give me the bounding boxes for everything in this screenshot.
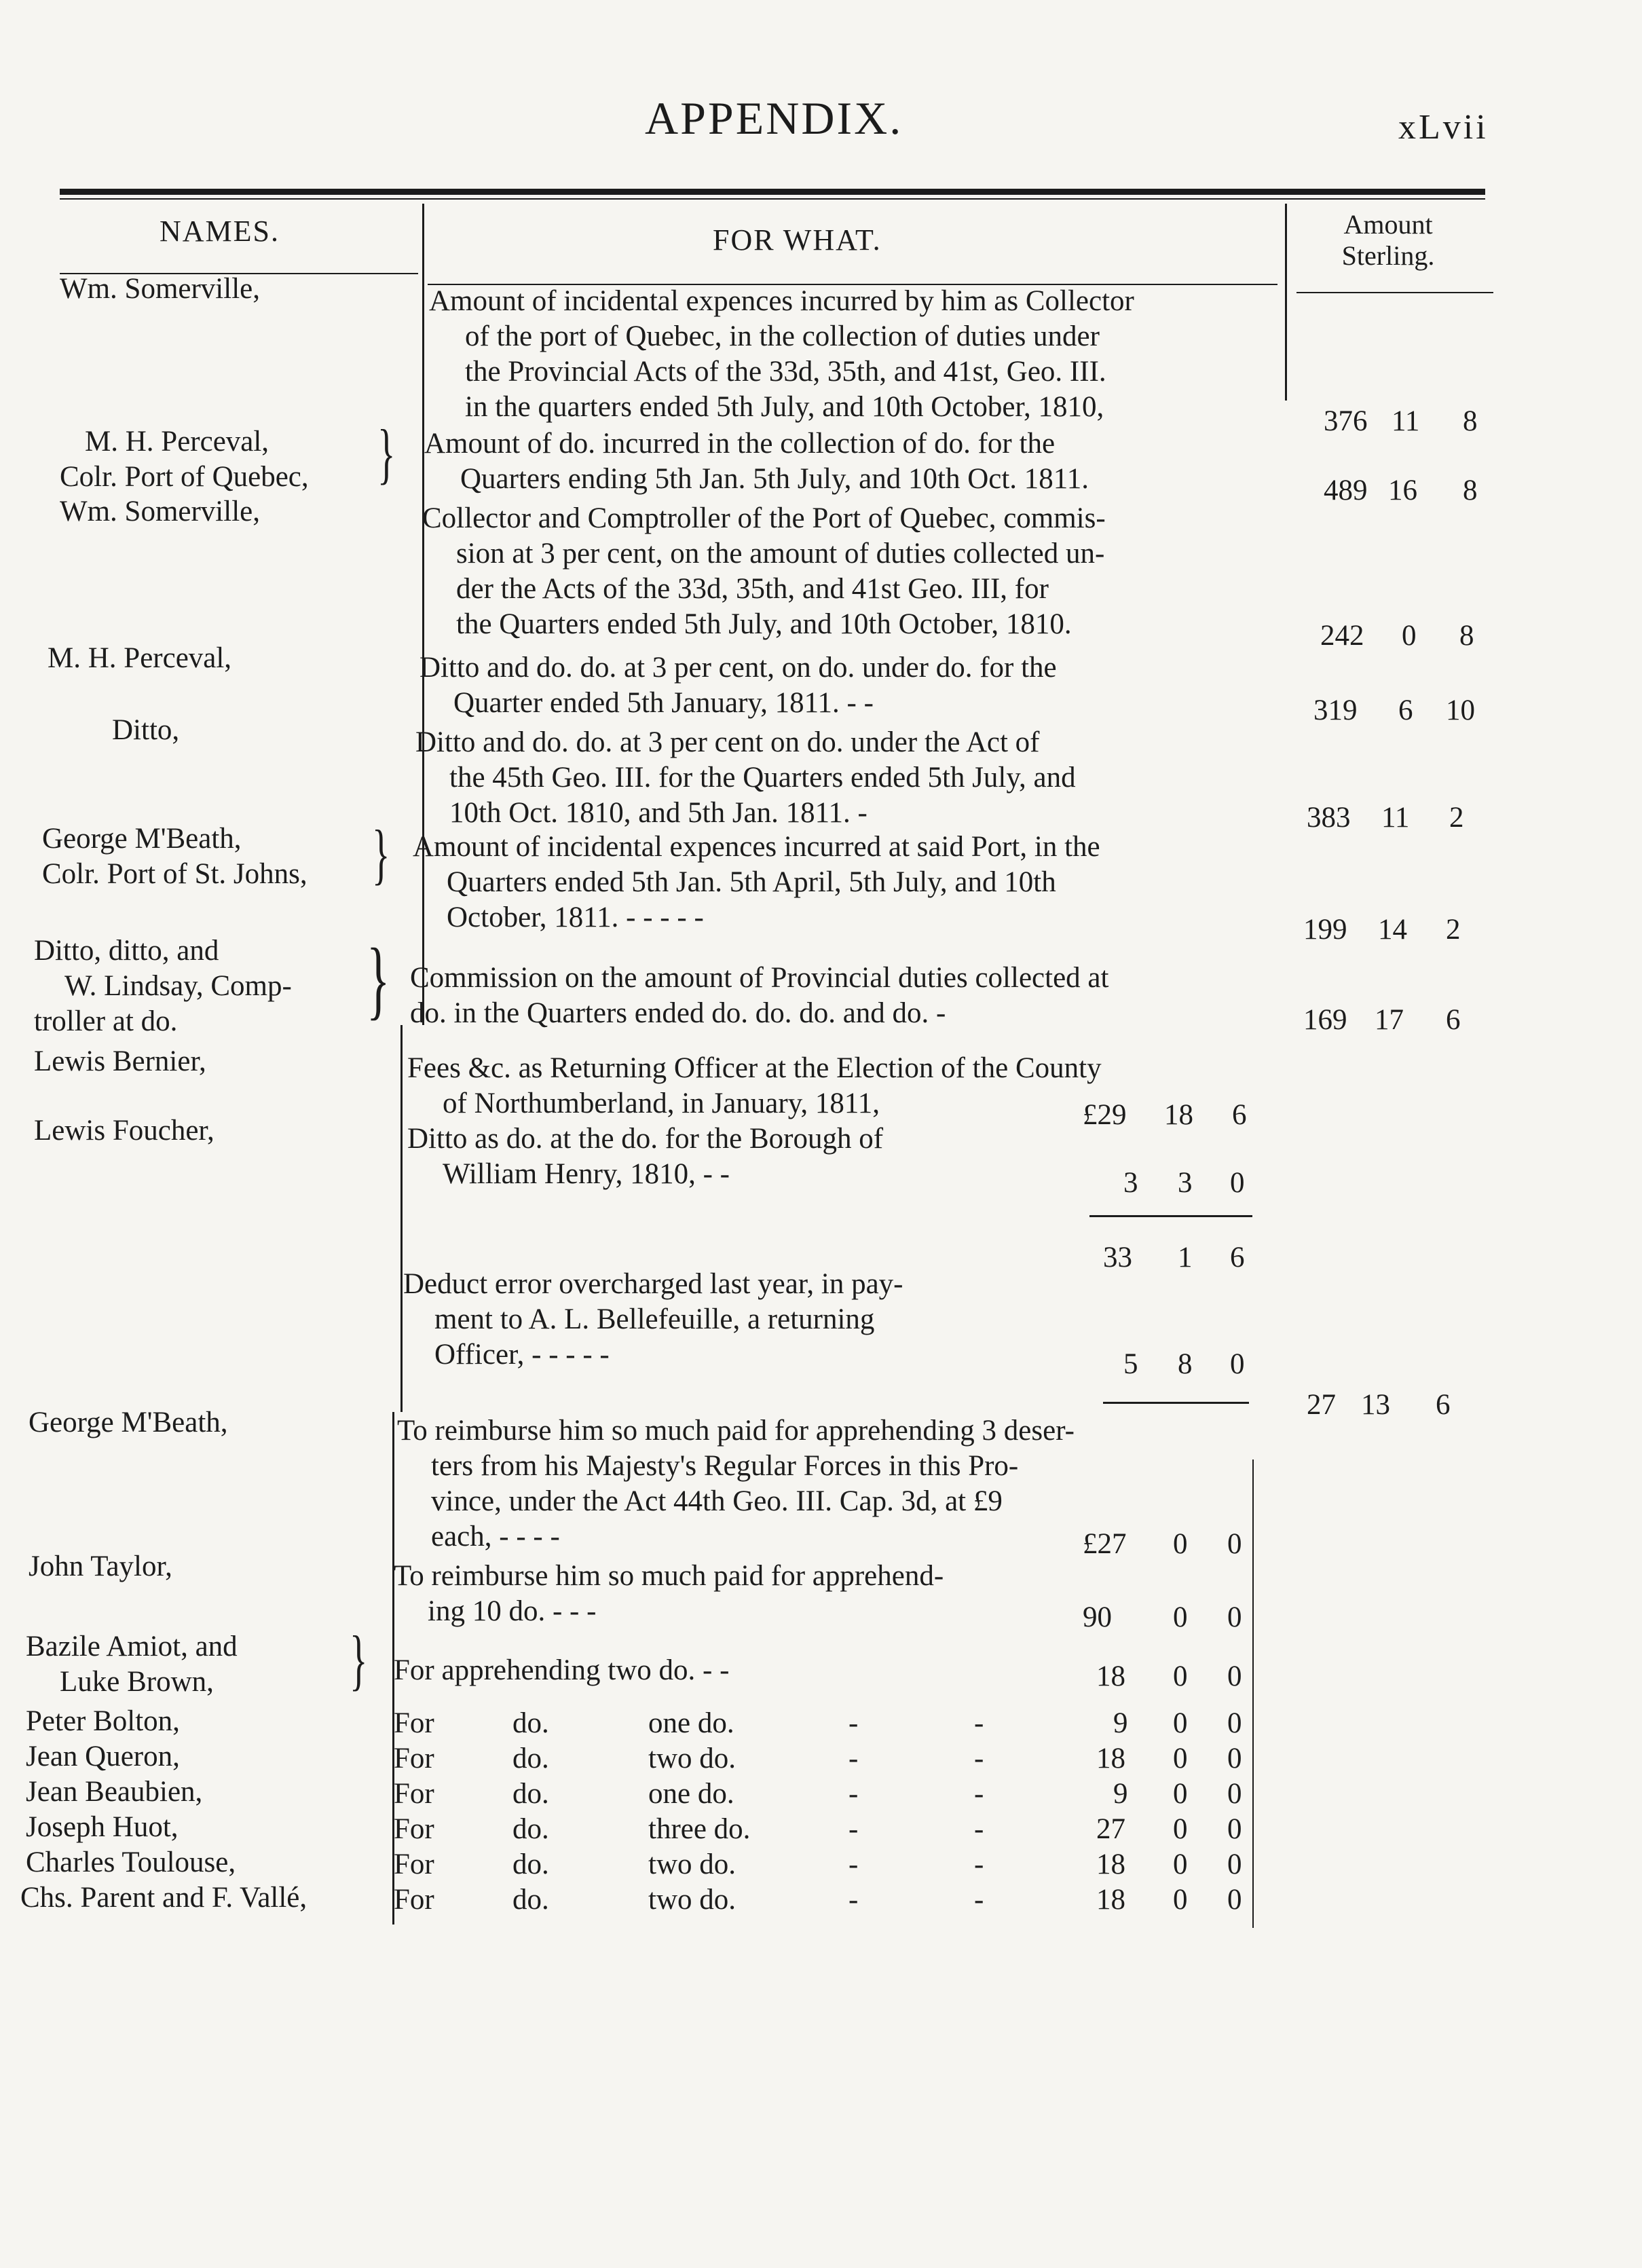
returning-sum-rule (1089, 1215, 1252, 1217)
deserter-row-1-dash-1: - (848, 1707, 859, 1739)
george-line-4: each, - - - - (431, 1521, 560, 1553)
entry-7-line-1: Commission on the amount of Provincial duties collected at (410, 962, 1109, 994)
entry-3-pounds: 242 (1320, 620, 1364, 652)
entry-6-pounds: 199 (1303, 914, 1347, 946)
returning-sub2-pounds: 3 (1123, 1167, 1138, 1199)
entry-7-name-3: troller at do. (34, 1005, 178, 1037)
taylor-pence: 0 (1227, 1601, 1242, 1633)
deduct-shillings: 8 (1178, 1348, 1193, 1380)
entry-2-line-1: Amount of do. incurred in the collection of do. for the (424, 428, 1056, 460)
entry-3-line-1: Collector and Comptroller of the Port of Quebec, commis- (422, 502, 1106, 534)
deserter-row-6-pounds: 18 (1096, 1884, 1125, 1916)
entry-4-line-1: Ditto and do. do. at 3 per cent, on do. under do. for the (419, 652, 1057, 684)
entry-4-shillings: 6 (1398, 694, 1413, 726)
entry-4-pence: 10 (1446, 694, 1475, 726)
deduct-line-3: Officer, - - - - - (434, 1339, 610, 1371)
entry-5-shillings: 11 (1381, 802, 1410, 834)
entry-5-line-2: the 45th Geo. III. for the Quarters ended 5th July, and (449, 762, 1076, 794)
entry-3-line-3: der the Acts of the 33d, 35th, and 41st Geo. III, for (456, 573, 1049, 605)
entry-6-name-2: Colr. Port of St. Johns, (42, 858, 307, 890)
deserter-row-1-name: Peter Bolton, (26, 1705, 180, 1737)
deserter-row-1-do: do. (512, 1707, 549, 1739)
taylor-shillings: 0 (1173, 1601, 1188, 1633)
deserter-row-1-pounds: 9 (1113, 1707, 1128, 1739)
deserter-row-4-pounds: 27 (1096, 1813, 1125, 1845)
deserter-row-4-name: Joseph Huot, (26, 1811, 179, 1843)
returning-line-1: Fees &c. as Returning Officer at the Election of the County (407, 1052, 1102, 1084)
deserter-row-3-do: do. (512, 1778, 549, 1810)
deserter-row-1-for: For (394, 1707, 434, 1739)
header-names: NAMES. (160, 215, 280, 248)
george-pence: 0 (1227, 1528, 1242, 1560)
deserter-row-1-count: one do. (648, 1707, 734, 1739)
entry-1-line-1: Amount of incidental expences incurred by him as Collector (429, 285, 1134, 317)
deduct-pounds: 5 (1123, 1348, 1138, 1380)
deserter-row-4-pence: 0 (1227, 1813, 1242, 1845)
returning-amount-pounds: 27 (1307, 1389, 1336, 1421)
returning-sub1-pounds: £29 (1083, 1099, 1127, 1131)
amiot-line: For apprehending two do. - - (394, 1654, 730, 1686)
returning-name-2: Lewis Foucher, (34, 1115, 214, 1147)
deserter-row-5-dash-1: - (848, 1848, 859, 1880)
returning-amount-shillings: 13 (1361, 1389, 1390, 1421)
george-line-1: To reimburse him so much paid for apprehending 3 deser- (397, 1415, 1075, 1447)
returning-line-4: William Henry, 1810, - - (443, 1158, 730, 1190)
deserter-row-2-pounds: 18 (1096, 1743, 1125, 1774)
taylor-name: John Taylor, (29, 1550, 172, 1582)
entry-3-line-4: the Quarters ended 5th July, and 10th October, 1810. (456, 608, 1072, 640)
deserter-row-3-count: one do. (648, 1778, 734, 1810)
entry-3-shillings: 0 (1402, 620, 1417, 652)
deserter-row-4-count: three do. (648, 1813, 751, 1845)
deserter-row-2-dash-1: - (848, 1743, 859, 1774)
entry-3-pence: 8 (1459, 620, 1474, 652)
deserter-row-2-for: For (394, 1743, 434, 1774)
entry-2-brace: } (377, 415, 396, 491)
deserter-row-3-pounds: 9 (1113, 1778, 1128, 1810)
deserter-row-5-name: Charles Toulouse, (26, 1846, 236, 1878)
entry-2-pounds: 489 (1324, 475, 1368, 506)
deserter-row-3-name: Jean Beaubien, (26, 1776, 203, 1808)
deserter-row-1-dash-2: - (974, 1707, 984, 1739)
header-amount-line2: Sterling. (1341, 240, 1435, 271)
entry-5-line-3: 10th Oct. 1810, and 5th Jan. 1811. - (449, 797, 867, 829)
entry-1-line-2: of the port of Quebec, in the collection of duties under (465, 320, 1100, 352)
deserter-row-2-do: do. (512, 1743, 549, 1774)
deserter-amount-rule (1252, 1460, 1254, 1928)
deserter-row-1-pence: 0 (1227, 1707, 1242, 1739)
george-shillings: 0 (1173, 1528, 1188, 1560)
deserter-row-3-for: For (394, 1778, 434, 1810)
returning-sub2-pence: 0 (1230, 1167, 1245, 1199)
amount-header-rule (1296, 292, 1493, 293)
deserter-row-5-shillings: 0 (1173, 1848, 1188, 1880)
deserter-row-6-for: For (394, 1884, 434, 1916)
returning-name-1: Lewis Bernier, (34, 1045, 206, 1077)
entry-5-pounds: 383 (1307, 802, 1351, 834)
deserter-row-4-dash-1: - (848, 1813, 859, 1845)
george-line-2: ters from his Majesty's Regular Forces in this Pro- (431, 1450, 1019, 1482)
deserter-row-2-shillings: 0 (1173, 1743, 1188, 1774)
entry-1-line-4: in the quarters ended 5th July, and 10th October, 1810, (465, 391, 1104, 423)
deduct-rule (1103, 1402, 1249, 1404)
entry-7-name-1: Ditto, ditto, and (34, 935, 219, 967)
deserter-row-3-dash-2: - (974, 1778, 984, 1810)
entry-4-pounds: 319 (1313, 694, 1358, 726)
page-title: APPENDIX. (645, 92, 903, 144)
deserter-row-6-pence: 0 (1227, 1884, 1242, 1916)
top-rule (60, 189, 1485, 195)
deserter-row-3-dash-1: - (848, 1778, 859, 1810)
page-number: xLvii (1398, 108, 1489, 147)
entry-7-line-2: do. in the Quarters ended do. do. do. and do. - (410, 997, 946, 1029)
returning-total-pence: 6 (1230, 1242, 1245, 1274)
entry-6-brace: } (372, 816, 390, 891)
entry-5-line-1: Ditto and do. do. at 3 per cent on do. under the Act of (415, 726, 1040, 758)
column-divider-left-lower (400, 1025, 403, 1412)
deserter-row-4-shillings: 0 (1173, 1813, 1188, 1845)
entry-1-name: Wm. Somerville, (60, 273, 260, 305)
top-rule-thin (60, 198, 1485, 200)
entry-1-shillings: 11 (1392, 405, 1420, 437)
entry-2-shillings: 16 (1388, 475, 1417, 506)
entry-6-line-1: Amount of incidental expences incurred at said Port, in the (413, 831, 1100, 863)
amiot-pounds: 18 (1096, 1660, 1125, 1692)
entry-1-line-3: the Provincial Acts of the 33d, 35th, and 41st, Geo. III. (465, 356, 1106, 388)
amiot-shillings: 0 (1173, 1660, 1188, 1692)
entry-3-name: Wm. Somerville, (60, 496, 260, 527)
entry-2-name-2: Colr. Port of Quebec, (60, 461, 309, 493)
entry-5-pence: 2 (1449, 802, 1464, 834)
returning-amount-pence: 6 (1436, 1389, 1451, 1421)
entry-1-pence: 8 (1463, 405, 1478, 437)
returning-total-pounds: 33 (1103, 1242, 1132, 1274)
entry-2-name-1: M. H. Perceval, (85, 426, 269, 458)
column-divider-left (422, 204, 424, 1025)
returning-total-shillings: 1 (1178, 1242, 1193, 1274)
deserter-row-4-dash-2: - (974, 1813, 984, 1845)
deserter-row-5-do: do. (512, 1848, 549, 1880)
entry-5-name: Ditto, (112, 714, 180, 746)
entry-7-pounds: 169 (1303, 1004, 1347, 1036)
taylor-pounds: 90 (1083, 1601, 1112, 1633)
deserter-row-3-pence: 0 (1227, 1778, 1242, 1810)
deduct-line-1: Deduct error overcharged last year, in pay- (403, 1268, 903, 1300)
entry-7-shillings: 17 (1375, 1004, 1404, 1036)
entry-4-line-2: Quarter ended 5th January, 1811. - - (453, 687, 874, 719)
george-line-3: vince, under the Act 44th Geo. III. Cap. 3d, at £9 (431, 1485, 1003, 1517)
deduct-pence: 0 (1230, 1348, 1245, 1380)
entry-6-pence: 2 (1446, 914, 1461, 946)
amiot-brace: } (350, 1622, 368, 1697)
deserter-row-2-name: Jean Queron, (26, 1741, 180, 1772)
returning-sub1-shillings: 18 (1164, 1099, 1193, 1131)
entry-3-line-2: sion at 3 per cent, on the amount of duties collected un- (456, 538, 1105, 570)
deserter-row-5-dash-2: - (974, 1848, 984, 1880)
deserter-row-6-do: do. (512, 1884, 549, 1916)
deserter-row-1-shillings: 0 (1173, 1707, 1188, 1739)
entry-6-line-2: Quarters ended 5th Jan. 5th April, 5th July, and 10th (447, 866, 1056, 898)
george-name: George M'Beath, (29, 1407, 228, 1438)
entry-7-name-2: W. Lindsay, Comp- (64, 970, 292, 1002)
deserter-row-5-for: For (394, 1848, 434, 1880)
deserter-row-2-count: two do. (648, 1743, 736, 1774)
entry-2-line-2: Quarters ending 5th Jan. 5th July, and 10th Oct. 1811. (460, 463, 1089, 495)
deserter-row-2-dash-2: - (974, 1743, 984, 1774)
deserter-row-2-pence: 0 (1227, 1743, 1242, 1774)
deserter-row-4-do: do. (512, 1813, 549, 1845)
returning-line-2: of Northumberland, in January, 1811, (443, 1087, 880, 1119)
returning-sub1-pence: 6 (1232, 1099, 1247, 1131)
entry-6-shillings: 14 (1378, 914, 1407, 946)
deserter-row-6-count: two do. (648, 1884, 736, 1916)
entry-6-line-3: October, 1811. - - - - - (447, 901, 704, 933)
taylor-line-2: ing 10 do. - - - (428, 1595, 597, 1627)
taylor-line-1: To reimburse him so much paid for apprehend- (394, 1560, 944, 1592)
amiot-name-1: Bazile Amiot, and (26, 1631, 238, 1662)
header-amount (1320, 209, 1456, 272)
header-amount-line1: Amount (1343, 209, 1433, 240)
entry-1-pounds: 376 (1324, 405, 1368, 437)
deserter-row-5-pounds: 18 (1096, 1848, 1125, 1880)
deserter-row-6-shillings: 0 (1173, 1884, 1188, 1916)
deduct-line-2: ment to A. L. Bellefeuille, a returning (434, 1303, 875, 1335)
entry-7-pence: 6 (1446, 1004, 1461, 1036)
header-for-what: FOR WHAT. (713, 223, 882, 257)
deserter-row-5-count: two do. (648, 1848, 736, 1880)
entry-2-pence: 8 (1463, 475, 1478, 506)
returning-line-3: Ditto as do. at the do. for the Borough of (407, 1123, 884, 1155)
george-pounds: £27 (1083, 1528, 1127, 1560)
column-divider-right (1285, 204, 1287, 401)
entry-7-brace: } (367, 931, 390, 1028)
deserter-row-6-name: Chs. Parent and F. Vallé, (20, 1882, 307, 1914)
deserter-row-5-pence: 0 (1227, 1848, 1242, 1880)
entry-6-name-1: George M'Beath, (42, 823, 242, 855)
deserter-row-3-shillings: 0 (1173, 1778, 1188, 1810)
deserter-row-6-dash-2: - (974, 1884, 984, 1916)
deserter-row-4-for: For (394, 1813, 434, 1845)
amiot-pence: 0 (1227, 1660, 1242, 1692)
amiot-name-2: Luke Brown, (60, 1666, 214, 1698)
returning-sub2-shillings: 3 (1178, 1167, 1193, 1199)
deserter-row-6-dash-1: - (848, 1884, 859, 1916)
entry-4-name: M. H. Perceval, (48, 642, 232, 674)
